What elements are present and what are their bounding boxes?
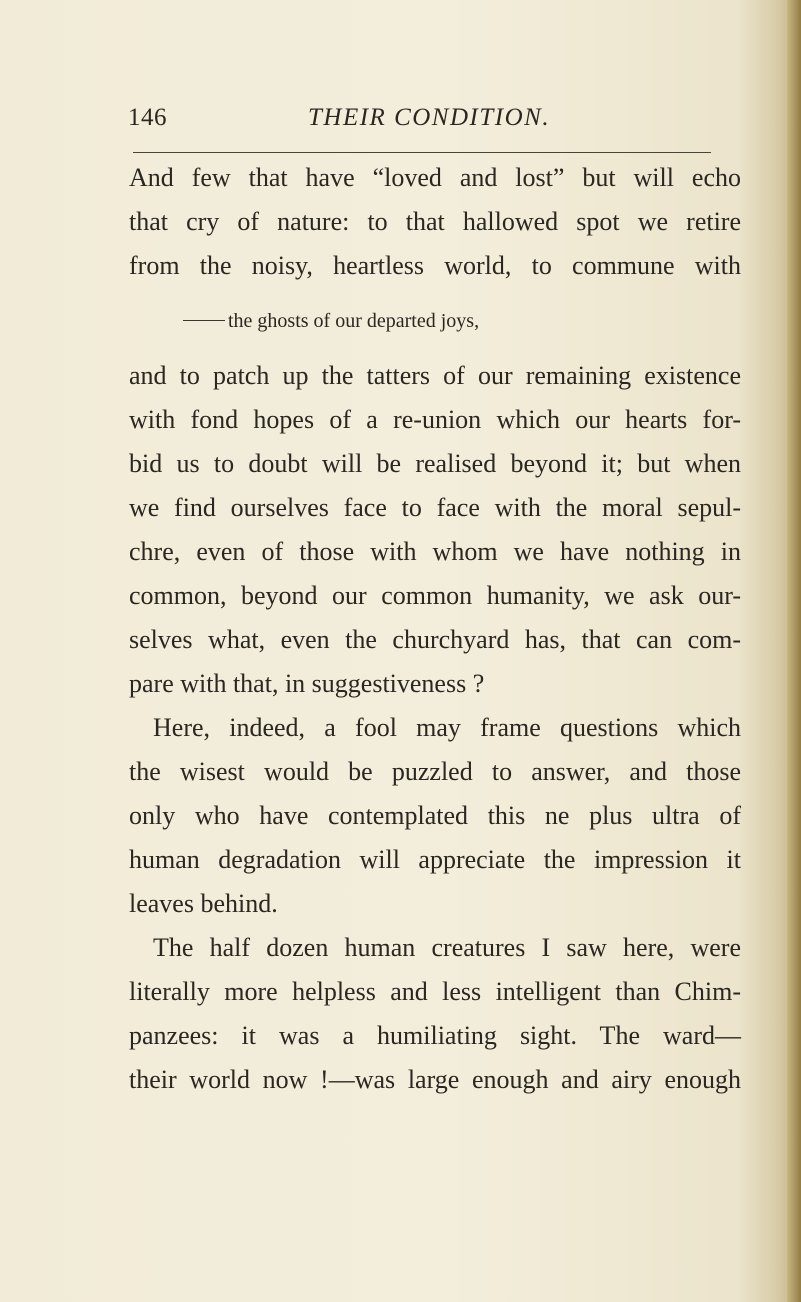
text-line: bid us to doubt will be realised beyond it; but when — [129, 449, 741, 478]
text-line: leaves behind. — [129, 889, 278, 918]
text-line: their world now !—was large enough and airy enough — [129, 1065, 741, 1094]
quotation-dash — [183, 320, 225, 321]
text-line: human degradation will appreciate the impression it — [129, 845, 741, 874]
text-line: literally more helpless and less intelligent than Chim- — [129, 977, 741, 1006]
text-line: selves what, even the churchyard has, that can com- — [129, 625, 741, 654]
text-line: and to patch up the tatters of our remaining existence — [129, 361, 741, 390]
text-line: that cry of nature: to that hallowed spot we retire — [129, 207, 741, 236]
text-line: we find ourselves face to face with the moral sepul- — [129, 493, 741, 522]
text-line: common, beyond our common humanity, we ask our- — [129, 581, 741, 610]
text-line: And few that have “loved and lost” but will echo — [129, 163, 741, 192]
header-rule — [133, 152, 711, 153]
quotation-line — [129, 288, 741, 354]
text-line: The half dozen human creatures I saw here, were — [153, 933, 741, 962]
running-head: THEIR CONDITION. — [308, 104, 551, 131]
text-line: chre, even of those with whom we have nothing in — [129, 537, 741, 566]
text-line: the wisest would be puzzled to answer, and those — [129, 757, 741, 786]
page-binding-edge — [787, 0, 801, 1302]
quotation-text: the ghosts of our departed joys, — [228, 310, 480, 332]
body-text — [129, 156, 741, 1102]
text-line: from the noisy, heartless world, to commune with — [129, 251, 741, 280]
page-header — [128, 104, 728, 140]
page-number: 146 — [128, 104, 167, 131]
text-line: only who have contemplated this ne plus ultra of — [129, 801, 741, 830]
text-line: with fond hopes of a re-union which our hearts for- — [129, 405, 741, 434]
text-line: pare with that, in suggestiveness ? — [129, 669, 485, 698]
text-line: Here, indeed, a fool may frame questions which — [153, 713, 741, 742]
text-line: panzees: it was a humiliating sight. The ward— — [129, 1021, 741, 1050]
